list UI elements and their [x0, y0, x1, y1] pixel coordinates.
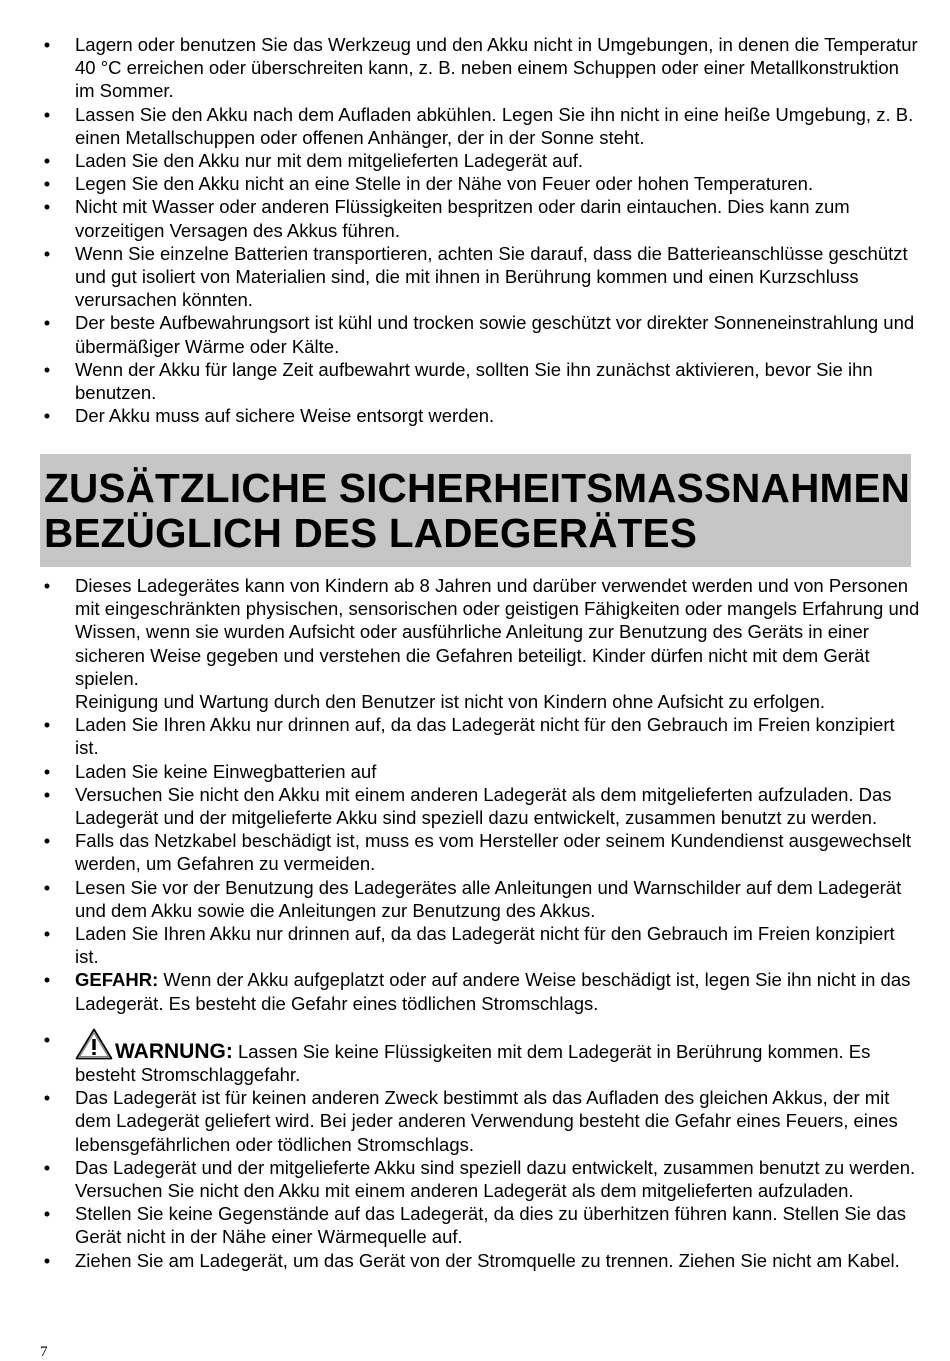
section-heading-line-1: ZUSÄTZLICHE SICHERHEITSMASSNAHMEN — [44, 465, 911, 511]
bullet-icon: • — [43, 312, 51, 334]
section-heading-box — [40, 454, 911, 567]
list-item — [40, 33, 920, 103]
list-item-text: Wenn der Akku für lange Zeit aufbewahrt wurde, sollten Sie ihn zunächst aktivieren, bevor Sie ihn benutzen. — [75, 358, 873, 404]
page-number: 7 — [40, 1344, 48, 1360]
list-item-text: Wenn der Akku aufgeplatzt oder auf andere Weise beschädigt ist, legen Sie ihn nicht in das Ladegerät. Es besteht die Gefahr eines tödlichen Stromschlags. — [75, 969, 911, 1014]
bullet-icon: • — [43, 150, 51, 172]
list-item — [40, 1249, 920, 1272]
list-item — [40, 1015, 920, 1086]
list-item-text: Lassen Sie den Akku nach dem Aufladen abkühlen. Legen Sie ihn nicht in eine heiße Umgebung, z. B. einen Metallschuppen oder offenen Anhänger, der in der Sonne steht. — [75, 103, 914, 148]
bullet-icon: • — [43, 1087, 51, 1109]
list-item — [40, 1202, 920, 1248]
list-item — [40, 968, 920, 1014]
list-item-text: Laden Sie keine Einwegbatterien auf — [75, 760, 377, 782]
list-item-text: Wenn Sie einzelne Batterien transportieren, achten Sie darauf, dass die Batterieanschlüsse geschützt und gut isoliert von Materialien sind, die mit ihnen in Berührung kommen und einen Kurzschluss verursachen könnten. — [75, 242, 908, 311]
bullet-icon: • — [43, 969, 51, 991]
warning-triangle-icon — [75, 1028, 113, 1060]
list-item-text: Lagern oder benutzen Sie das Werkzeug und den Akku nicht in Umgebungen, in denen die Temperatur 40 °C erreichen oder überschreiten kann, z. B. neben einem Schuppen oder einer Metallkonstruktion im Sommer. — [75, 34, 918, 102]
bullet-icon: • — [43, 358, 51, 380]
list-item — [40, 1156, 920, 1202]
list-item-text: Das Ladegerät und der mitgelieferte Akku sind speziell dazu entwickelt, zusammen benutzt zu werden. Versuchen Sie nicht den Akku mit einem anderen Ladegerät als dem mitgelieferten aufzuladen. — [75, 1156, 916, 1202]
list-item — [40, 149, 920, 172]
bullet-icon: • — [43, 103, 51, 125]
list-item — [40, 876, 920, 922]
battery-safety-list — [40, 33, 920, 427]
list-item — [40, 404, 920, 427]
list-item-text: Laden Sie den Akku nur mit dem mitgelieferten Ladegerät auf. — [75, 150, 584, 172]
list-item-text: Der Akku muss auf sichere Weise entsorgt werden. — [75, 405, 495, 427]
list-item — [40, 783, 920, 829]
list-item-text: Reinigung und Wartung durch den Benutzer ist nicht von Kindern ohne Aufsicht zu erfolgen. — [75, 691, 826, 713]
bullet-icon: • — [43, 783, 51, 805]
list-item — [40, 311, 920, 357]
list-item — [40, 574, 920, 713]
list-item — [40, 713, 920, 759]
bullet-icon: • — [43, 575, 51, 596]
list-item-text: Lassen Sie keine Flüssigkeiten mit dem Ladegerät in Berührung kommen. Es besteht Stromschlaggefahr. — [75, 1040, 871, 1086]
bullet-icon: • — [43, 242, 51, 264]
bullet-icon: • — [43, 1203, 51, 1225]
list-item-text: Nicht mit Wasser oder anderen Flüssigkeiten bespritzen oder darin eintauchen. Dies kann zum vorzeitigen Versagen des Akkus führen. — [75, 196, 850, 241]
bullet-icon: • — [43, 196, 51, 218]
section-heading-line-2: BEZÜGLICH DES LADEGERÄTES — [44, 510, 698, 556]
bullet-icon: • — [43, 34, 51, 55]
bullet-icon: • — [43, 714, 51, 736]
list-item-text: Falls das Netzkabel beschädigt ist, muss es vom Hersteller oder seinem Kundendienst ausgewechselt werden, um Gefahren zu vermeiden. — [75, 830, 911, 875]
list-item — [40, 358, 920, 404]
list-item-text: Laden Sie Ihren Akku nur drinnen auf, da das Ladegerät nicht für den Gebrauch im Freien konzipiert ist. — [75, 714, 895, 759]
danger-label: GEFAHR: — [75, 969, 159, 991]
bullet-icon: • — [43, 1249, 51, 1271]
list-item-text: Lesen Sie vor der Benutzung des Ladegerätes alle Anleitungen und Warnschilder auf dem Ladegerät und dem Akku sowie die Anleitungen zur Benutzung des Akkus. — [75, 876, 902, 921]
list-item — [40, 922, 920, 968]
list-item-text: Ziehen Sie am Ladegerät, um das Gerät von der Stromquelle zu trennen. Ziehen Sie nicht am Kabel. — [75, 1249, 900, 1271]
list-item-text: Laden Sie Ihren Akku nur drinnen auf, da das Ladegerät nicht für den Gebrauch im Freien konzipiert ist. — [75, 923, 895, 968]
list-item — [40, 172, 920, 195]
list-item-text: Das Ladegerät ist für keinen anderen Zweck bestimmt als das Aufladen des gleichen Akkus, der mit dem Ladegerät geliefert wird. Bei jeder anderen Verwendung besteht die Gefahr eines Feuers, eines lebensgefährlichen oder tödlichen Stromschlags. — [75, 1087, 898, 1155]
list-item — [40, 242, 920, 312]
bullet-icon: • — [43, 830, 51, 852]
list-item — [40, 1086, 920, 1156]
list-item — [40, 103, 920, 149]
bullet-icon: • — [43, 1156, 51, 1178]
bullet-icon: • — [43, 876, 51, 898]
bullet-icon: • — [43, 405, 51, 427]
list-item — [40, 195, 920, 241]
bullet-icon: • — [43, 173, 51, 195]
warning-label: WARNUNG: — [115, 1039, 233, 1063]
bullet-icon: • — [43, 760, 51, 782]
list-item — [40, 829, 920, 875]
section-heading — [40, 454, 911, 556]
list-item-text: Stellen Sie keine Gegenstände auf das Ladegerät, da dies zu überhitzen führen kann. Stellen Sie das Gerät nicht in der Nähe einer Wärmequelle auf. — [75, 1203, 907, 1248]
bullet-icon: • — [43, 923, 51, 945]
list-item-text: Legen Sie den Akku nicht an eine Stelle in der Nähe von Feuer oder hohen Temperaturen. — [75, 173, 814, 195]
bullet-icon: • — [43, 1028, 51, 1050]
list-item-text: Versuchen Sie nicht den Akku mit einem anderen Ladegerät als dem mitgelieferten aufzuladen. Das Ladegerät und der mitgelieferte Akku sind speziell dazu entwickelt, zusammen benutzt zu werden. — [75, 783, 892, 829]
charger-safety-list — [40, 574, 920, 1272]
list-item — [40, 760, 920, 783]
list-item-text: Der beste Aufbewahrungsort ist kühl und trocken sowie geschützt vor direkter Sonneneinstrahlung und übermäßiger Wärme oder Kälte. — [75, 312, 915, 357]
list-item-text: Dieses Ladegerätes kann von Kindern ab 8 Jahren und darüber verwendet werden und von Personen mit eingeschränkten physischen, sensorischen oder geistigen Fähigkeiten oder mangels Erfahrung und Wissen, wenn sie wurden Aufsicht oder ausführliche Anleitung zur Benutzung des Geräts in einer sicheren Weise gegeben und verstehen die Gefahren beteiligt. Kinder dürfen nicht mit dem Gerät spielen. — [75, 575, 920, 689]
